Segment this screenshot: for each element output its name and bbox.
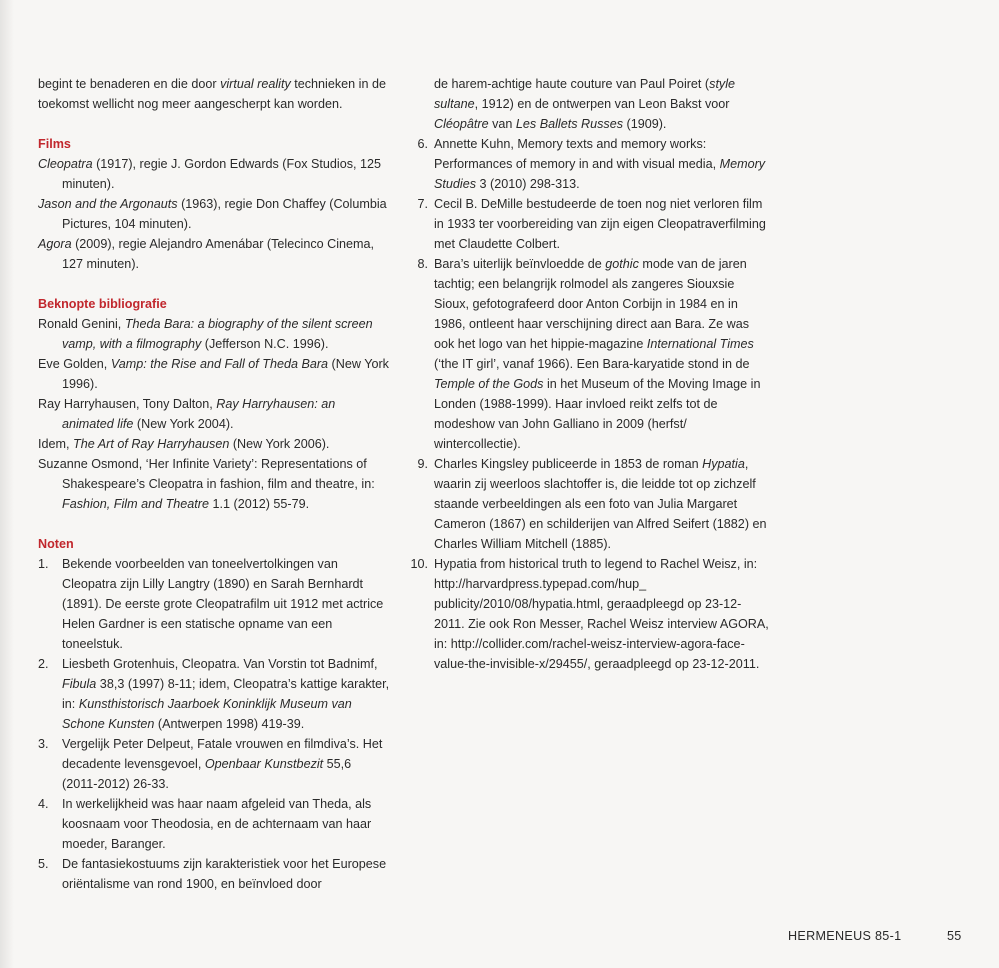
film-entry: Jason and the Argonauts (1963), regie Don Chaffey (Columbia Pictures, 104 minuten).	[38, 197, 387, 231]
film-entry: Cleopatra (1917), regie J. Gordon Edwards (Fox Studios, 125 minuten).	[38, 157, 382, 191]
note-text: Hypatia from historical truth to legend to Rachel Weisz, in: http://harvardpress.typepad.com/hup_ publicity/2010/08/hypatia.html, geraadpleegd op 23-12-2011. Zie ook Ron Messer, Rachel Weisz interview AGORA, in: http://collider.com/rachel-weisz-interview-agora-face-value-the-invisible-x/29455/, geraadpleegd op 23-12-2011.	[434, 557, 769, 671]
bibliography-entry: Ronald Genini, Theda Bara: a biography of the silent screen vamp, with a filmography (Jefferson N.C. 1996).	[38, 317, 373, 351]
bibliography-entry: Suzanne Osmond, ‘Her Infinite Variety’: Representations of Shakespeare’s Cleopatra in fashion, film and theatre, in: Fashion, Film and Theatre 1.1 (2012) 55-79.	[38, 457, 375, 511]
bibliography-entry: Ray Harryhausen, Tony Dalton, Ray Harryhausen: an animated life (New York 2004).	[38, 397, 336, 431]
note-2	[38, 654, 390, 734]
note-1	[38, 554, 390, 654]
films-heading: Films	[38, 137, 71, 151]
note-text: De fantasiekostuums zijn karakteristiek voor het Europese oriëntalisme van rond 1900, en beïnvloed door	[62, 857, 387, 891]
right-column	[410, 74, 770, 674]
notes-heading: Noten	[38, 537, 74, 551]
bibliography-heading: Beknopte bibliografie	[38, 297, 167, 311]
note-number: 5.	[38, 857, 49, 871]
note-text: Liesbeth Grotenhuis, Cleopatra. Van Vorstin tot Badnimf, Fibula 38,3 (1997) 8-11; idem, Cleopatra’s kattige karakter, in: Kunsthistorisch Jaarboek Koninklijk Museum van Schone Kunsten (Antwerpen 1998) 419-39.	[62, 657, 390, 731]
note-number: 6.	[417, 137, 428, 151]
bibliography-entry: Eve Golden, Vamp: the Rise and Fall of Theda Bara (New York 1996).	[38, 357, 389, 391]
note-number: 2.	[38, 657, 49, 671]
note-5	[38, 854, 390, 894]
note-text: Bekende voorbeelden van toneelvertolkingen van Cleopatra zijn Lilly Langtry (1890) en Sarah Bernhardt (1891). De eerste grote Cleopatrafilm uit 1912 met actrice Helen Gardner is een statische opname van een toneelstuk.	[62, 557, 384, 651]
note-number: 1.	[38, 557, 49, 571]
note-7	[410, 194, 770, 254]
bibliography-entry: Idem, The Art of Ray Harryhausen (New York 2006).	[38, 437, 330, 451]
note-text: Charles Kingsley publiceerde in 1853 de roman Hypatia, waarin zij weerloos slachtoffer is, die leidde tot op zichzelf staande verbeeldingen als een foto van Julia Margaret Cameron (1867) en schilderijen van Alfred Seifert (1882) en Charles William Mitchell (1885).	[434, 457, 767, 551]
page-gutter-shadow	[0, 0, 14, 968]
note-10	[410, 554, 770, 674]
intro-paragraph: begint te benaderen en die door virtual reality technieken in de toekomst wellicht nog meer aangescherpt kan worden.	[38, 77, 386, 111]
note-text: Cecil B. DeMille bestudeerde de toen nog niet verloren film in 1933 ter voorbereiding van zijn eigen Cleopatraverfilming met Claudette Colbert.	[434, 197, 766, 251]
left-column	[38, 74, 390, 894]
running-footer-journal: HERMENEUS 85-1	[788, 929, 902, 943]
page-number: 55	[947, 929, 962, 943]
note-number: 7.	[417, 197, 428, 211]
note-number: 4.	[38, 797, 49, 811]
note-number: 3.	[38, 737, 49, 751]
note-5-continuation: de harem-achtige haute couture van Paul Poiret (style sultane, 1912) en de ontwerpen van Leon Bakst voor Cléopâtre van Les Ballets Russes (1909).	[434, 77, 736, 131]
note-text: Annette Kuhn, Memory texts and memory works: Performances of memory in and with visual media, Memory Studies 3 (2010) 298-313.	[434, 137, 766, 191]
note-text: Bara’s uiterlijk beïnvloedde de gothic mode van de jaren tachtig; een belangrijk rolmodel als zangeres Siouxsie Sioux, gefotografeerd door Anton Corbijn in 1984 en in 1986, ontleent haar verschijning direct aan Bara. Ze was ook het logo van het hippie-magazine International Times (‘the IT girl’, vanaf 1966). Een Bara-karyatide stond in de Temple of the Gods in het Museum of the Moving Image in Londen (1988-1999). Haar invloed reikt zelfs tot de modeshow van John Galliano in 2009 (herfst/ wintercollectie).	[434, 257, 761, 451]
note-text: In werkelijkheid was haar naam afgeleid van Theda, als koosnaam voor Theodosia, en de achternaam van haar moeder, Baranger.	[62, 797, 372, 851]
note-6	[410, 134, 770, 194]
note-number: 10.	[410, 557, 428, 571]
note-9	[410, 454, 770, 554]
note-number: 8.	[417, 257, 428, 271]
note-4	[38, 794, 390, 854]
note-number: 9.	[417, 457, 428, 471]
note-text: Vergelijk Peter Delpeut, Fatale vrouwen en filmdiva’s. Het decadente levensgevoel, Openbaar Kunstbezit 55,6 (2011-2012) 26-33.	[62, 737, 383, 791]
note-8	[410, 254, 770, 454]
film-entry: Agora (2009), regie Alejandro Amenábar (Telecinco Cinema, 127 minuten).	[38, 237, 375, 271]
note-3	[38, 734, 390, 794]
